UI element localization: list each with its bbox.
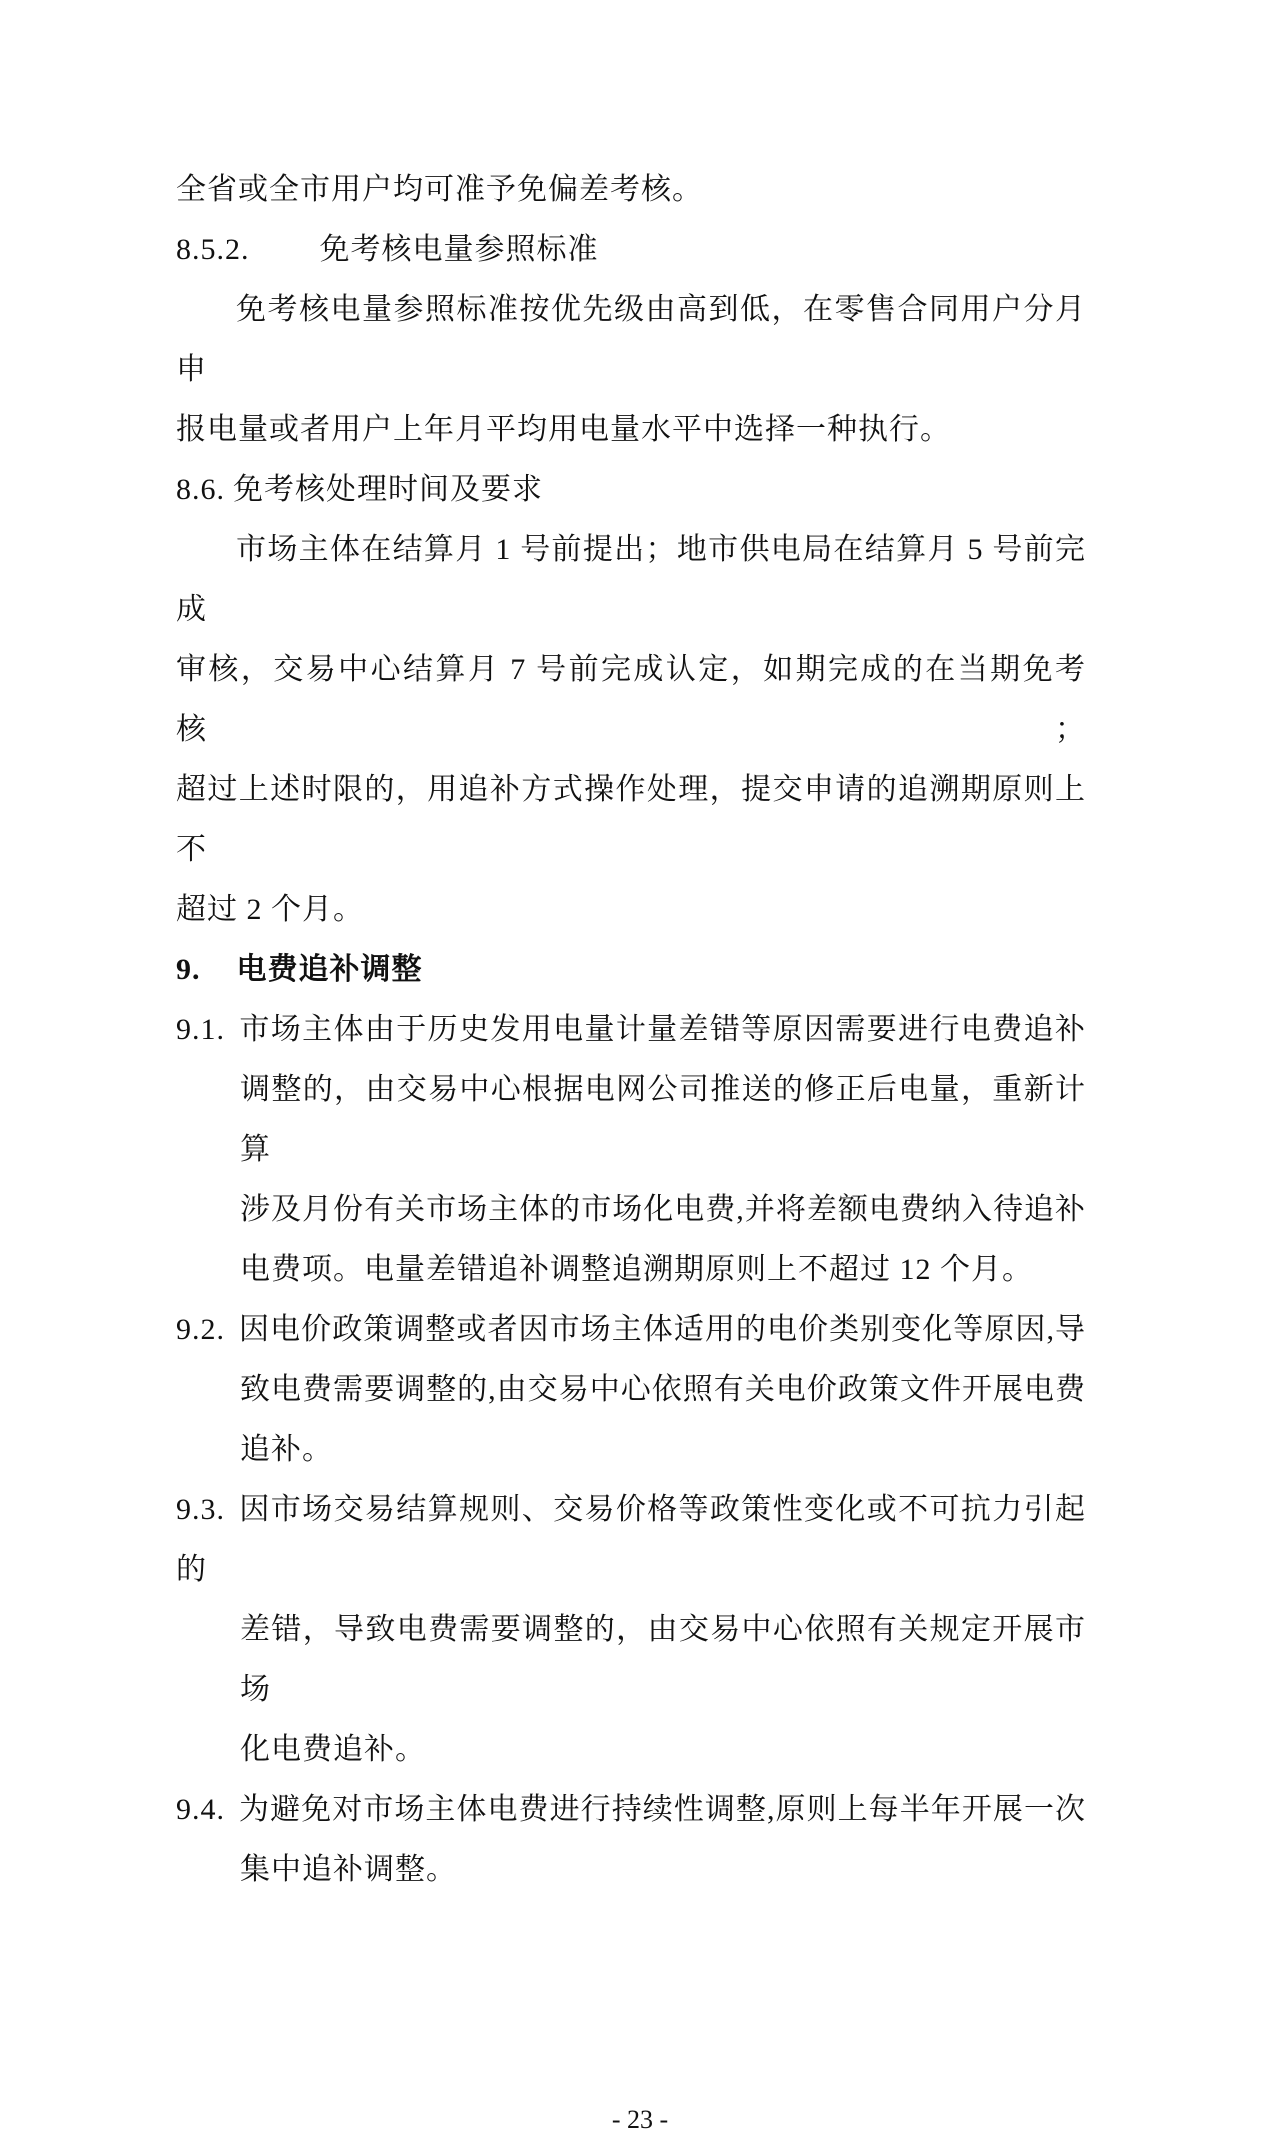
text-line	[176, 1360, 1086, 1420]
text-line	[176, 280, 1086, 400]
section-number: 9.3.	[176, 1493, 225, 1526]
text-line	[176, 160, 1086, 220]
line-text: 超过 2 个月。	[176, 893, 364, 926]
text-line	[176, 1240, 1086, 1300]
line-text: 为避免对市场主体电费进行持续性调整,原则上每半年开展一次	[239, 1793, 1086, 1826]
text-line	[176, 1000, 1086, 1060]
line-text: 超过上述时限的，用追补方式操作处理，提交申请的追溯期原则上不	[176, 773, 1086, 866]
line-text: 追补。	[240, 1433, 333, 1466]
text-line	[176, 1720, 1086, 1780]
page-number: - 23 -	[611, 2105, 669, 2134]
line-text: 调整的，由交易中心根据电网公司推送的修正后电量，重新计算	[240, 1073, 1086, 1166]
line-text: 审核，交易中心结算月 7 号前完成认定，如期完成的在当期免考核；	[176, 653, 1086, 746]
text-line	[176, 1840, 1086, 1900]
text-line	[176, 1060, 1086, 1180]
line-text: 因电价政策调整或者因市场主体适用的电价类别变化等原因,导	[239, 1313, 1086, 1346]
line-text: 因市场交易结算规则、交易价格等政策性变化或不可抗力引起的	[176, 1493, 1086, 1586]
line-text: 报电量或者用户上年月平均用电量水平中选择一种执行。	[176, 413, 951, 446]
text-line	[176, 1180, 1086, 1240]
text-line	[176, 220, 1086, 280]
section-number: 8.6.	[176, 473, 225, 506]
line-text: 免考核处理时间及要求	[233, 473, 543, 506]
text-line	[176, 1480, 1086, 1600]
text-line	[176, 1780, 1086, 1840]
line-text: 集中追补调整。	[240, 1853, 457, 1886]
line-text: 全省或全市用户均可准予免偏差考核。	[176, 173, 703, 206]
line-text: 免考核电量参照标准	[319, 233, 599, 266]
line-text: 涉及月份有关市场主体的市场化电费,并将差额电费纳入待追补	[240, 1193, 1086, 1226]
text-line	[176, 880, 1086, 940]
text-line	[176, 940, 1086, 1000]
text-line	[176, 1600, 1086, 1720]
section-number: 9.4.	[176, 1793, 225, 1826]
line-text: 电费项。电量差错追补调整追溯期原则上不超过 12 个月。	[240, 1253, 1033, 1286]
text-line	[176, 460, 1086, 520]
section-number: 9.2.	[176, 1313, 225, 1346]
section-number: 9.1.	[176, 1013, 225, 1046]
line-text: 免考核电量参照标准按优先级由高到低，在零售合同用户分月申	[176, 293, 1086, 386]
line-text: 致电费需要调整的,由交易中心依照有关电价政策文件开展电费	[240, 1373, 1086, 1406]
section-number: 8.5.2.	[176, 233, 250, 266]
text-line	[176, 760, 1086, 880]
text-line	[176, 1420, 1086, 1480]
text-line	[176, 520, 1086, 640]
line-text: 市场主体由于历史发用电量计量差错等原因需要进行电费追补	[239, 1013, 1086, 1046]
line-text: 市场主体在结算月 1 号前提出；地市供电局在结算月 5 号前完成	[176, 533, 1086, 626]
text-line	[176, 400, 1086, 460]
line-text: 电费追补调整	[236, 953, 423, 986]
section-number: 9.	[176, 953, 201, 986]
text-line	[176, 1300, 1086, 1360]
text-line	[176, 640, 1086, 760]
line-text: 化电费追补。	[240, 1733, 426, 1766]
line-text: 差错，导致电费需要调整的，由交易中心依照有关规定开展市场	[240, 1613, 1086, 1706]
